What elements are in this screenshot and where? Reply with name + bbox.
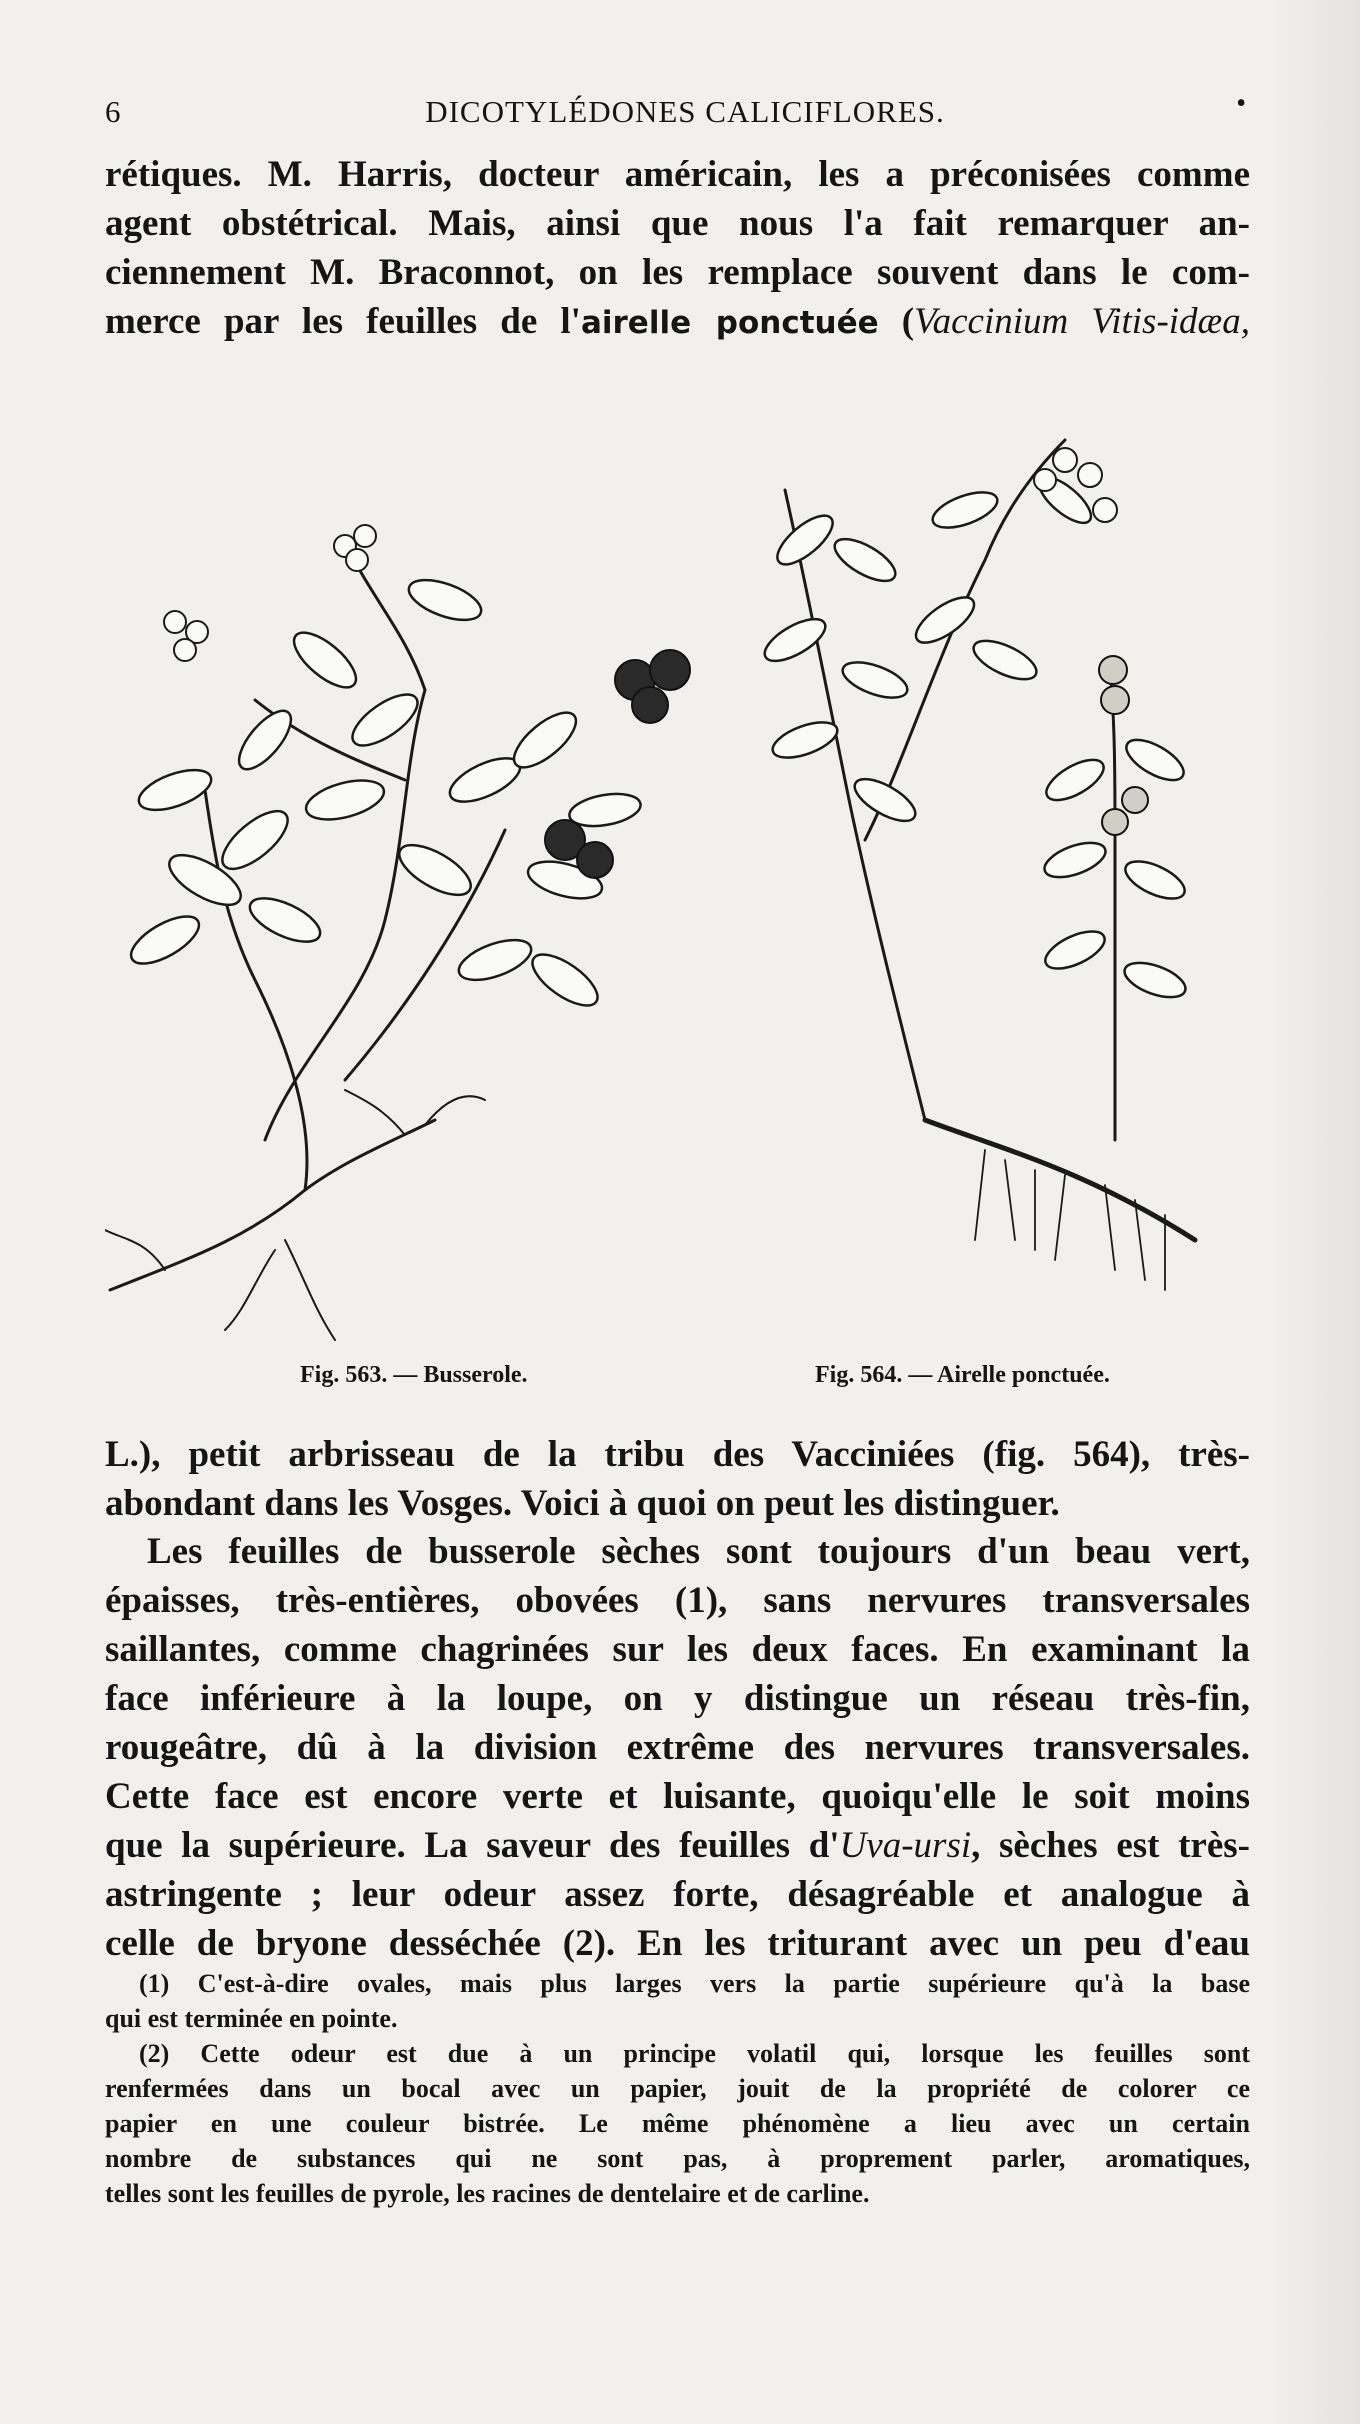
busserole-leaf (244, 889, 326, 950)
text-line: rétiques. M. Harris, docteur américain, les a préconisées comme (105, 154, 1250, 195)
page-number: 6 (105, 94, 122, 129)
text-line (105, 1821, 1250, 1870)
text-line: ciennement M. Braconnot, on les remplace souvent dans le com- (105, 252, 1250, 293)
airelle-leaf (829, 531, 902, 589)
airelle-leaf (770, 507, 840, 572)
busserole-root (105, 1230, 335, 1340)
footnote-line: papier en une couleur bistrée. Le même phénomène a lieu avec un certain (105, 2109, 1250, 2138)
plant-name-airelle: airelle ponctuée (580, 305, 879, 341)
distinction-paragraph (105, 1527, 1250, 1968)
airelle-leaf (968, 633, 1041, 687)
footnote-line: qui est terminée en pointe. (105, 2004, 398, 2033)
text-line: L.), petit arbrisseau de la tribu des Vacciniées (fig. 564), très- (105, 1434, 1250, 1475)
airelle-leaf (909, 589, 981, 651)
busserole-leaf (230, 703, 299, 777)
top-paragraph (105, 150, 1250, 346)
airelle-leaf (928, 485, 1001, 535)
busserole-leaf (286, 623, 365, 696)
busserole-flower (164, 611, 186, 633)
text-line: face inférieure à la loupe, on y distingue un réseau très-fin, (105, 1678, 1250, 1719)
airelle-leaf (768, 715, 841, 765)
airelle-berry (1101, 686, 1129, 714)
text-line: abondant dans les Vosges. Voici à quoi on peut les distinguer. (105, 1483, 1060, 1524)
airelle-leaf (1040, 752, 1109, 808)
airelle-leaf (1040, 924, 1110, 976)
text-fragment: ( (878, 301, 915, 342)
footnotes (105, 1966, 1250, 2211)
footnote-line: nombre de substances qui ne sont pas, à proprement parler, aromatiques, (105, 2144, 1250, 2173)
busserole-berry (650, 650, 690, 690)
figure-caption-563: Fig. 563. — Busserole. (300, 1362, 528, 1388)
footnote-line: (1) C'est-à-dire ovales, mais plus larges vers la partie supérieure qu'à la base (139, 1969, 1250, 1998)
airelle-berry (1099, 656, 1127, 684)
busserole-berry (632, 687, 668, 723)
running-head (105, 88, 1265, 134)
figure-area (105, 360, 1255, 1360)
text-line: celle de bryone desséchée (2). En les triturant avec un peu d'eau (105, 1923, 1250, 1964)
figure-caption-564: Fig. 564. — Airelle ponctuée. (815, 1362, 1110, 1388)
running-title: DICOTYLÉDONES CALICIFLORES. (425, 94, 945, 129)
airelle-leaf (849, 771, 922, 829)
text-line: astringente ; leur odeur assez forte, désagréable et analogue à (105, 1874, 1250, 1915)
busserole-flower (174, 639, 196, 661)
airelle-flower (1034, 469, 1056, 491)
page-mark: • (1236, 88, 1247, 119)
latin-name: Uva-ursi (839, 1825, 972, 1866)
busserole-leaf (213, 801, 296, 878)
airelle-root (975, 1150, 1165, 1290)
busserole-leaf (454, 932, 536, 988)
airelle-berry (1122, 787, 1148, 813)
busserole-leaf (134, 762, 216, 818)
busserole-leaf (525, 945, 606, 1015)
airelle-stem (1110, 670, 1115, 1140)
airelle-flower (1053, 448, 1077, 472)
text-line: agent obstétrical. Mais, ainsi que nous l'a fait remarquer an- (105, 203, 1250, 244)
busserole-leaf (506, 703, 585, 776)
busserole-stem (110, 1120, 435, 1290)
text-line (105, 297, 1250, 346)
airelle-flower (1078, 463, 1102, 487)
footnote-line: telles sont les feuilles de pyrole, les racines de dentelaire et de carline. (105, 2179, 870, 2208)
footnote-line: (2) Cette odeur est due à un principe volatil qui, lorsque les feuilles sont (139, 2039, 1250, 2068)
footnote-line: renfermées dans un bocal avec un papier, jouit de la propriété de colorer ce (105, 2074, 1250, 2103)
busserole-leaf (404, 572, 486, 628)
airelle-leaf (1040, 836, 1110, 884)
text-line: rougeâtre, dû à la division extrême des nervures transversales. (105, 1727, 1250, 1768)
airelle-leaf (1120, 854, 1190, 906)
text-line: épaisses, très-entières, obovées (1), sans nervures transversales (105, 1580, 1250, 1621)
busserole-flower (346, 549, 368, 571)
airelle-flower (1093, 498, 1117, 522)
text-line: Cette face est encore verte et luisante, quoiqu'elle le soit moins (105, 1776, 1250, 1817)
busserole-berry (577, 842, 613, 878)
busserole-leaf (124, 907, 206, 973)
text-fragment: merce par les feuilles de l' (105, 301, 581, 342)
busserole-leaf (302, 773, 388, 827)
page-edge-shadow (1270, 0, 1360, 2424)
airelle-leaf (1120, 956, 1190, 1004)
text-line: saillantes, comme chagrinées sur les deux faces. En examinant la (105, 1629, 1250, 1670)
busserole-leaf (392, 835, 478, 904)
text-line: Les feuilles de busserole sèches sont toujours d'un beau vert, (147, 1531, 1250, 1572)
latin-name: Vaccinium Vitis-idæa, (914, 301, 1250, 342)
text-fragment: que la supérieure. La saveur des feuilles d' (105, 1825, 840, 1866)
airelle-berry (1102, 809, 1128, 835)
text-fragment: , sèches est très- (971, 1825, 1250, 1866)
botanical-illustration (105, 360, 1255, 1360)
airelle-leaf (1120, 732, 1189, 788)
airelle-leaf (838, 655, 911, 705)
body-paragraph (105, 1430, 1250, 1528)
busserole-flower (354, 525, 376, 547)
